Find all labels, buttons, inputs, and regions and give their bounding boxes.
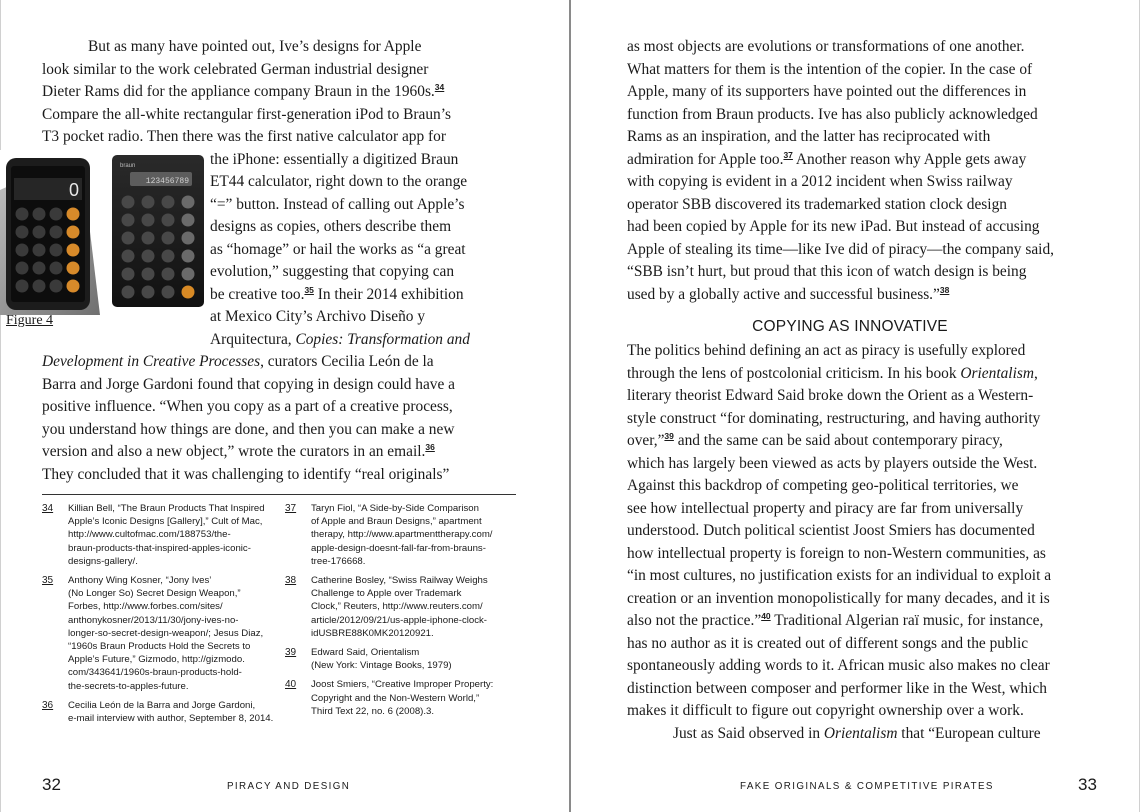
line-text: as most objects are evolutions or transformations of one another. xyxy=(627,38,1025,55)
running-head-right: FAKE ORIGINALS & COMPETITIVE PIRATES xyxy=(740,781,994,792)
text-line xyxy=(627,723,1102,746)
footnote-entry xyxy=(285,646,525,672)
text-line xyxy=(627,588,1102,611)
text-line xyxy=(627,216,1102,239)
line-text: What matters for them is the intention of the copier. In the case of xyxy=(627,60,1033,78)
line-text: see how intellectual property and piracy are far from universally xyxy=(627,499,1024,517)
footnote-line: the-secrets-to-apples-future. xyxy=(68,680,189,692)
text-line xyxy=(42,126,517,149)
line-text: Apple of stealing its time—like Ive did of piracy—the company said, xyxy=(627,240,1054,258)
line-text: Just as Said observed in xyxy=(673,724,824,742)
footnote-line: apple-design-doesnt-fall-far-from-brauns- xyxy=(311,542,486,554)
page-number-left: 32 xyxy=(42,775,61,794)
line-text: The politics behind defining an act as piracy is usefully explored xyxy=(627,342,1026,359)
footnote-number: 36 xyxy=(42,699,54,711)
text-line xyxy=(627,655,1102,678)
footnote-line: (New York: Vintage Books, 1979) xyxy=(311,660,452,672)
braun-key xyxy=(182,250,195,263)
text-line xyxy=(42,351,517,374)
braun-key xyxy=(122,214,135,227)
footnote-ref: 35 xyxy=(304,284,314,295)
iphone-key xyxy=(67,280,80,293)
line-text: Dieter Rams did for the appliance company Braun in the 1960s. xyxy=(42,83,435,100)
iphone-key xyxy=(50,262,63,275)
text-line xyxy=(627,475,1102,498)
footnote-line: anthonykosner/2013/11/30/jony-ives-no- xyxy=(68,614,239,626)
line-text: spontaneously adding words to it. African music also makes no clear xyxy=(627,657,1050,674)
line-text: evolution,” suggesting that copying can xyxy=(210,263,455,280)
footnote-entry xyxy=(285,678,525,718)
line-text: used by a globally active and successful business.” xyxy=(627,285,940,303)
footnote-line: Anthony Wing Kosner, “Jony Ives’ xyxy=(68,575,212,587)
footnote-ref: 40 xyxy=(761,611,771,621)
iphone-key xyxy=(16,280,29,293)
line-text: literary theorist Edward Said broke down the Orient as a Western- xyxy=(627,387,1034,404)
running-head-left: PIRACY AND DESIGN xyxy=(227,781,351,792)
line-text: ET44 calculator, right down to the orange xyxy=(210,173,468,190)
italic-text: Copies: Transformation and xyxy=(295,330,470,348)
line-text: Another reason why Apple gets away xyxy=(792,150,1027,168)
text-line xyxy=(627,81,1102,104)
footnote-rule xyxy=(42,494,516,495)
footnote-entry xyxy=(285,502,525,568)
iphone-key xyxy=(33,244,46,257)
footnote-line: tree-176668. xyxy=(311,555,366,567)
line-text: had been copied by Apple for its new iPad. But instead of accusing xyxy=(627,218,1040,235)
text-line xyxy=(627,453,1102,476)
text-line xyxy=(627,104,1102,127)
footnote-line: Clock,” Reuters, http://www.reuters.com/ xyxy=(311,601,483,613)
line-text: admiration for Apple too. xyxy=(627,150,784,168)
italic-text: Orientalism xyxy=(960,364,1034,382)
line-text: Against this backdrop of competing geo-political territories, we xyxy=(627,477,1019,494)
footnote-line: Forbes, http://www.forbes.com/sites/ xyxy=(68,601,223,613)
line-text: operator SBB discovered its trademarked station clock design xyxy=(627,195,1007,213)
text-line xyxy=(627,171,1102,194)
line-text: how intellectual property is foreign to non-Western communities, as xyxy=(627,544,1046,562)
line-text: and the same can be said about contemporary piracy, xyxy=(673,432,1003,449)
line-text: understood. Dutch political scientist Joost Smiers has documented xyxy=(627,522,1035,539)
line-text: But as many have pointed out, Ive’s designs for Apple xyxy=(88,38,422,55)
line-text: as “homage” or hail the works as “a great xyxy=(210,240,466,258)
braun-key xyxy=(142,232,155,245)
braun-key xyxy=(142,214,155,227)
footnote-ref: 34 xyxy=(434,82,445,92)
footnote-line: Apple’s Iconic Designs [Gallery],” Cult of Mac, xyxy=(68,516,263,528)
iphone-key xyxy=(33,226,46,239)
footnote-entry xyxy=(42,574,282,693)
text-line xyxy=(42,441,517,464)
braun-key xyxy=(162,268,175,281)
footnote-line: e-mail interview with author, September 8, 2014. xyxy=(68,713,274,725)
footnote-ref: 37 xyxy=(783,149,793,160)
left-body-bottom xyxy=(42,351,517,486)
braun-key xyxy=(182,214,195,227)
braun-key xyxy=(122,250,135,263)
right-body-top xyxy=(627,36,1102,306)
footnote-entry xyxy=(42,502,282,568)
footnote-line: Cecilia León de la Barra and Jorge Gardoni, xyxy=(68,699,256,711)
section-heading: COPYING AS INNOVATIVE xyxy=(752,318,948,335)
line-text: , curators Cecilia León de la xyxy=(260,353,434,370)
footnote-number: 34 xyxy=(42,503,54,514)
iphone-key xyxy=(16,208,29,221)
footnote-number: 40 xyxy=(285,679,297,691)
line-text: version and also a new object,” wrote the curators in an email. xyxy=(42,443,426,460)
figure-4-image xyxy=(0,150,206,315)
line-text: makes it difficult to figure out copyright ownership over a work. xyxy=(627,702,1024,719)
iphone-key xyxy=(50,226,63,239)
line-text: Compare the all-white rectangular first-generation iPod to Braun’s xyxy=(42,105,452,123)
footnote-ref: 39 xyxy=(664,431,674,441)
gutter-fold xyxy=(569,0,571,812)
braun-key xyxy=(182,232,195,245)
line-text: that “European culture xyxy=(897,724,1041,742)
italic-text: Orientalism xyxy=(823,724,898,742)
line-text: Rams as an inspiration, and the latter has reciprocated with xyxy=(627,128,991,145)
line-text: , xyxy=(1033,364,1038,382)
footnote-line: idUSBRE88K0MK20120921. xyxy=(311,627,434,639)
braun-key xyxy=(122,196,135,209)
text-line xyxy=(627,194,1102,217)
iphone-key xyxy=(67,244,80,257)
line-text: which has largely been viewed as acts by players outside the West. xyxy=(627,454,1038,472)
footnote-line: com/343641/1960s-braun-products-hold- xyxy=(68,667,242,679)
footnote-line: longer-so-secret-design-weapon/; Jesus Diaz, xyxy=(68,627,264,639)
footnote-line: Edward Said, Orientalism xyxy=(311,647,420,659)
braun-key xyxy=(142,196,155,209)
line-text: Arquitectura, xyxy=(210,330,296,348)
line-text: Traditional Algerian raï music, for instance, xyxy=(770,612,1044,629)
line-text: “SBB isn’t hurt, but proud that this icon of watch design is being xyxy=(627,263,1027,280)
text-line xyxy=(42,374,517,397)
text-line xyxy=(627,385,1102,408)
line-text: Apple, many of its supporters have pointed out the differences in xyxy=(627,83,1027,100)
line-text: you understand how things are done, and then you can make a new xyxy=(42,420,455,438)
line-text: positive influence. “When you copy as a part of a creative process, xyxy=(42,398,453,415)
iphone-key xyxy=(50,208,63,221)
text-line xyxy=(42,396,517,419)
iphone-key xyxy=(16,262,29,275)
text-line xyxy=(627,36,1102,59)
braun-key xyxy=(182,286,195,299)
text-line xyxy=(42,81,517,104)
text-line xyxy=(627,678,1102,701)
iphone-key xyxy=(67,208,80,221)
footnote-line: Joost Smiers, “Creative Improper Property: xyxy=(311,679,494,691)
line-text: They concluded that it was challenging to identify “real originals” xyxy=(42,465,450,483)
text-line xyxy=(627,430,1102,453)
text-line xyxy=(627,284,1102,307)
footnote-line: Catherine Bosley, “Swiss Railway Weighs xyxy=(311,575,488,587)
braun-key xyxy=(162,286,175,299)
text-line xyxy=(42,59,517,82)
text-line xyxy=(627,126,1102,149)
braun-key xyxy=(142,268,155,281)
calculators-photo xyxy=(0,150,206,315)
line-text: the iPhone: essentially a digitized Braun xyxy=(210,150,459,168)
line-text: at Mexico City’s Archivo Diseño y xyxy=(210,308,426,325)
footnote-line: braun-products-that-inspired-apples-iconic- xyxy=(68,542,251,554)
braun-display-value: 123456789 xyxy=(145,177,189,186)
iphone-key xyxy=(16,226,29,239)
footnote-line: Challenge to Apple over Trademark xyxy=(311,588,462,600)
iphone-key xyxy=(50,244,63,257)
footnote-line: article/2012/09/21/us-apple-iphone-clock- xyxy=(311,614,487,626)
footnote-line: Killian Bell, “The Braun Products That Inspired xyxy=(68,503,265,514)
text-line xyxy=(627,633,1102,656)
line-text: through the lens of postcolonial criticism. In his book xyxy=(627,364,961,382)
line-text: “in most cultures, no justification exists for an individual to exploit a xyxy=(627,567,1052,584)
text-line xyxy=(627,565,1102,588)
text-line xyxy=(42,104,517,127)
braun-key xyxy=(162,232,175,245)
iphone-display-value: 0 xyxy=(68,180,79,200)
braun-key xyxy=(162,250,175,263)
line-text: “=” button. Instead of calling out Apple’s xyxy=(210,195,465,213)
footnote-number: 37 xyxy=(285,503,297,514)
italic-text: Development in Creative Processes xyxy=(42,353,261,370)
line-text: T3 pocket radio. Then there was the first native calculator app for xyxy=(42,128,446,145)
iphone-key xyxy=(33,262,46,275)
footnote-line: Third Text 22, no. 6 (2008).3. xyxy=(311,705,435,717)
text-line xyxy=(42,36,517,59)
braun-key xyxy=(122,286,135,299)
line-text: style construct “for dominating, restructuring, and having authority xyxy=(627,409,1041,427)
footnote-line: designs-gallery/. xyxy=(68,555,138,567)
line-text: In their 2014 exhibition xyxy=(313,285,464,303)
line-text: with copying is evident in a 2012 incident when Swiss railway xyxy=(627,173,1013,190)
footnote-ref: 36 xyxy=(425,442,435,452)
footnote-line: http://www.cultofmac.com/188753/the- xyxy=(68,529,231,541)
right-body-bottom xyxy=(627,340,1102,745)
braun-brand: braun xyxy=(120,163,136,169)
figure-caption: Figure 4 xyxy=(6,313,54,328)
footnote-line: therapy, http://www.apartmenttherapy.com/ xyxy=(311,529,493,541)
line-text: creation or an invention monopolistically for many decades, and it is xyxy=(627,589,1050,607)
iphone-key xyxy=(16,244,29,257)
line-text: designs as copies, others describe them xyxy=(210,218,452,235)
line-text: over,” xyxy=(627,432,665,449)
iphone-key xyxy=(33,208,46,221)
footnote-ref: 38 xyxy=(939,284,950,295)
text-line xyxy=(627,59,1102,82)
footnote-line: (No Longer So) Secret Design Weapon,” xyxy=(68,588,241,600)
line-text: Barra and Jorge Gardoni found that copying in design could have a xyxy=(42,375,456,393)
footnote-entry xyxy=(42,699,282,725)
braun-key xyxy=(142,286,155,299)
text-line xyxy=(627,239,1102,262)
footnotes-column-2 xyxy=(285,502,525,724)
footnotes-column-1 xyxy=(42,502,282,731)
line-text: distinction between composer and performer like in the West, which xyxy=(627,679,1047,697)
page-number-right: 33 xyxy=(1078,775,1097,794)
footnote-line: of Apple and Braun Designs,” apartment xyxy=(311,516,482,528)
footnote-entry xyxy=(285,574,525,640)
iphone-key xyxy=(67,226,80,239)
line-text: look similar to the work celebrated German industrial designer xyxy=(42,60,429,78)
text-line xyxy=(42,419,517,442)
text-line xyxy=(42,464,517,487)
braun-key xyxy=(182,196,195,209)
footnote-line: “1960s Braun Products Hold the Secrets to xyxy=(68,641,251,653)
footnote-line: Apple’s Future,” Gizmodo, http://gizmodo. xyxy=(68,654,245,666)
text-line xyxy=(627,498,1102,521)
braun-key xyxy=(182,268,195,281)
text-line xyxy=(627,363,1102,386)
text-line xyxy=(627,700,1102,723)
text-line xyxy=(627,543,1102,566)
footnote-number: 38 xyxy=(285,575,297,587)
text-line xyxy=(627,520,1102,543)
braun-key xyxy=(122,232,135,245)
braun-key xyxy=(162,214,175,227)
footnote-line: Copyright and the Non-Western World,” xyxy=(311,692,480,704)
line-text: function from Braun products. Ive has also publicly acknowledged xyxy=(627,105,1038,123)
iphone-key xyxy=(33,280,46,293)
text-line xyxy=(627,408,1102,431)
braun-key xyxy=(142,250,155,263)
footnote-number: 35 xyxy=(42,575,54,587)
text-line xyxy=(627,610,1102,633)
braun-key xyxy=(162,196,175,209)
iphone-key xyxy=(50,280,63,293)
text-line xyxy=(627,149,1102,172)
line-text: also not the practice.” xyxy=(627,612,762,629)
text-line xyxy=(627,340,1102,363)
footnote-line: Taryn Fiol, “A Side-by-Side Comparison xyxy=(311,503,479,514)
line-text: be creative too. xyxy=(210,285,305,303)
page-edge-left xyxy=(0,0,1,812)
text-line xyxy=(42,329,517,352)
text-line xyxy=(627,261,1102,284)
footnote-number: 39 xyxy=(285,647,297,659)
iphone-key xyxy=(67,262,80,275)
line-text: has no author as it is created out of different songs and the public xyxy=(627,634,1029,652)
braun-key xyxy=(122,268,135,281)
